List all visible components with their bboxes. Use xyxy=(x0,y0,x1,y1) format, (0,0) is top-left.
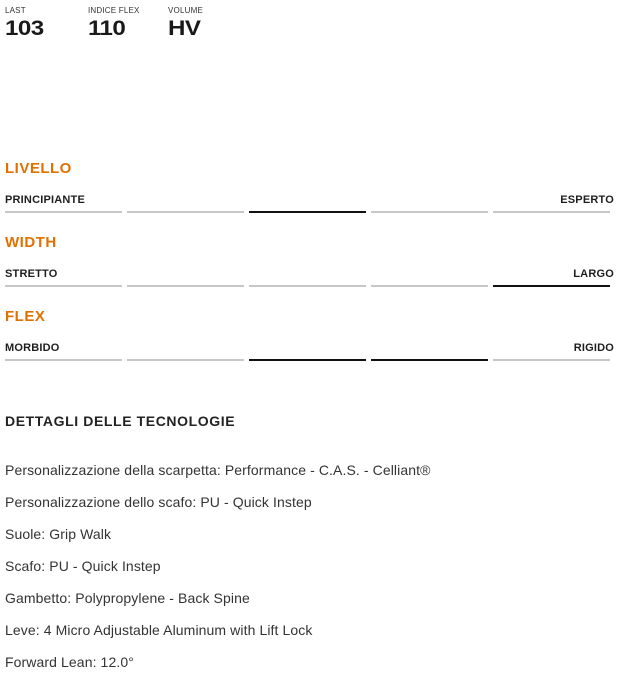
scale-segment xyxy=(127,285,244,287)
tech-details-title: DETTAGLI DELLE TECNOLOGIE xyxy=(5,413,236,429)
scale-bar xyxy=(5,211,609,215)
tech-item: Leve: 4 Micro Adjustable Aluminum with Lift Lock xyxy=(5,622,313,638)
scale-title: LIVELLO xyxy=(5,160,72,177)
scale-livello xyxy=(5,160,614,215)
spec-last xyxy=(5,6,88,41)
spec-value: 103 xyxy=(5,17,44,40)
scale-title: WIDTH xyxy=(5,234,57,251)
tech-item: Personalizzazione dello scafo: PU - Quick Instep xyxy=(5,494,312,510)
scale-ends xyxy=(5,193,614,207)
scale-segment xyxy=(493,211,610,213)
tech-item: Suole: Grip Walk xyxy=(5,526,112,542)
spec-volume xyxy=(168,6,248,41)
spec-label: INDICE FLEX xyxy=(88,6,140,15)
tech-item: Forward Lean: 12.0° xyxy=(5,654,134,670)
scale-segment-active xyxy=(249,359,366,361)
tech-item: Scafo: PU - Quick Instep xyxy=(5,558,161,574)
scale-segment xyxy=(127,211,244,213)
scale-segment-active xyxy=(493,285,610,287)
tech-item: Personalizzazione della scarpetta: Performance - C.A.S. - Celliant® xyxy=(5,462,431,478)
scale-segment-active xyxy=(371,359,488,361)
scale-min-label: PRINCIPIANTE xyxy=(5,194,86,206)
spec-label: VOLUME xyxy=(168,6,203,15)
scale-max-label: RIGIDO xyxy=(573,342,614,354)
scale-ends xyxy=(5,341,614,355)
scale-segment xyxy=(5,211,122,213)
scale-segment xyxy=(493,359,610,361)
scale-segment xyxy=(371,285,488,287)
scale-min-label: MORBIDO xyxy=(5,342,60,354)
spec-value: 110 xyxy=(88,17,126,40)
scale-segment xyxy=(5,359,122,361)
scale-min-label: STRETTO xyxy=(5,268,58,280)
scale-bar xyxy=(5,359,609,363)
scale-segment xyxy=(5,285,122,287)
tech-item: Gambetto: Polypropylene - Back Spine xyxy=(5,590,250,606)
scale-segment xyxy=(371,211,488,213)
scale-segment xyxy=(127,359,244,361)
scale-ends xyxy=(5,267,614,281)
scale-segment-active xyxy=(249,211,366,213)
scale-max-label: ESPERTO xyxy=(560,194,614,206)
scale-flex xyxy=(5,308,614,363)
scale-width xyxy=(5,234,614,289)
tech-details-list xyxy=(5,461,431,685)
scale-bar xyxy=(5,285,609,289)
spec-flex-index xyxy=(88,6,168,41)
scale-max-label: LARGO xyxy=(573,268,614,280)
spec-value: HV xyxy=(168,17,201,40)
scale-title: FLEX xyxy=(5,308,46,325)
spec-summary xyxy=(5,6,248,41)
scale-segment xyxy=(249,285,366,287)
spec-label: LAST xyxy=(5,6,26,15)
